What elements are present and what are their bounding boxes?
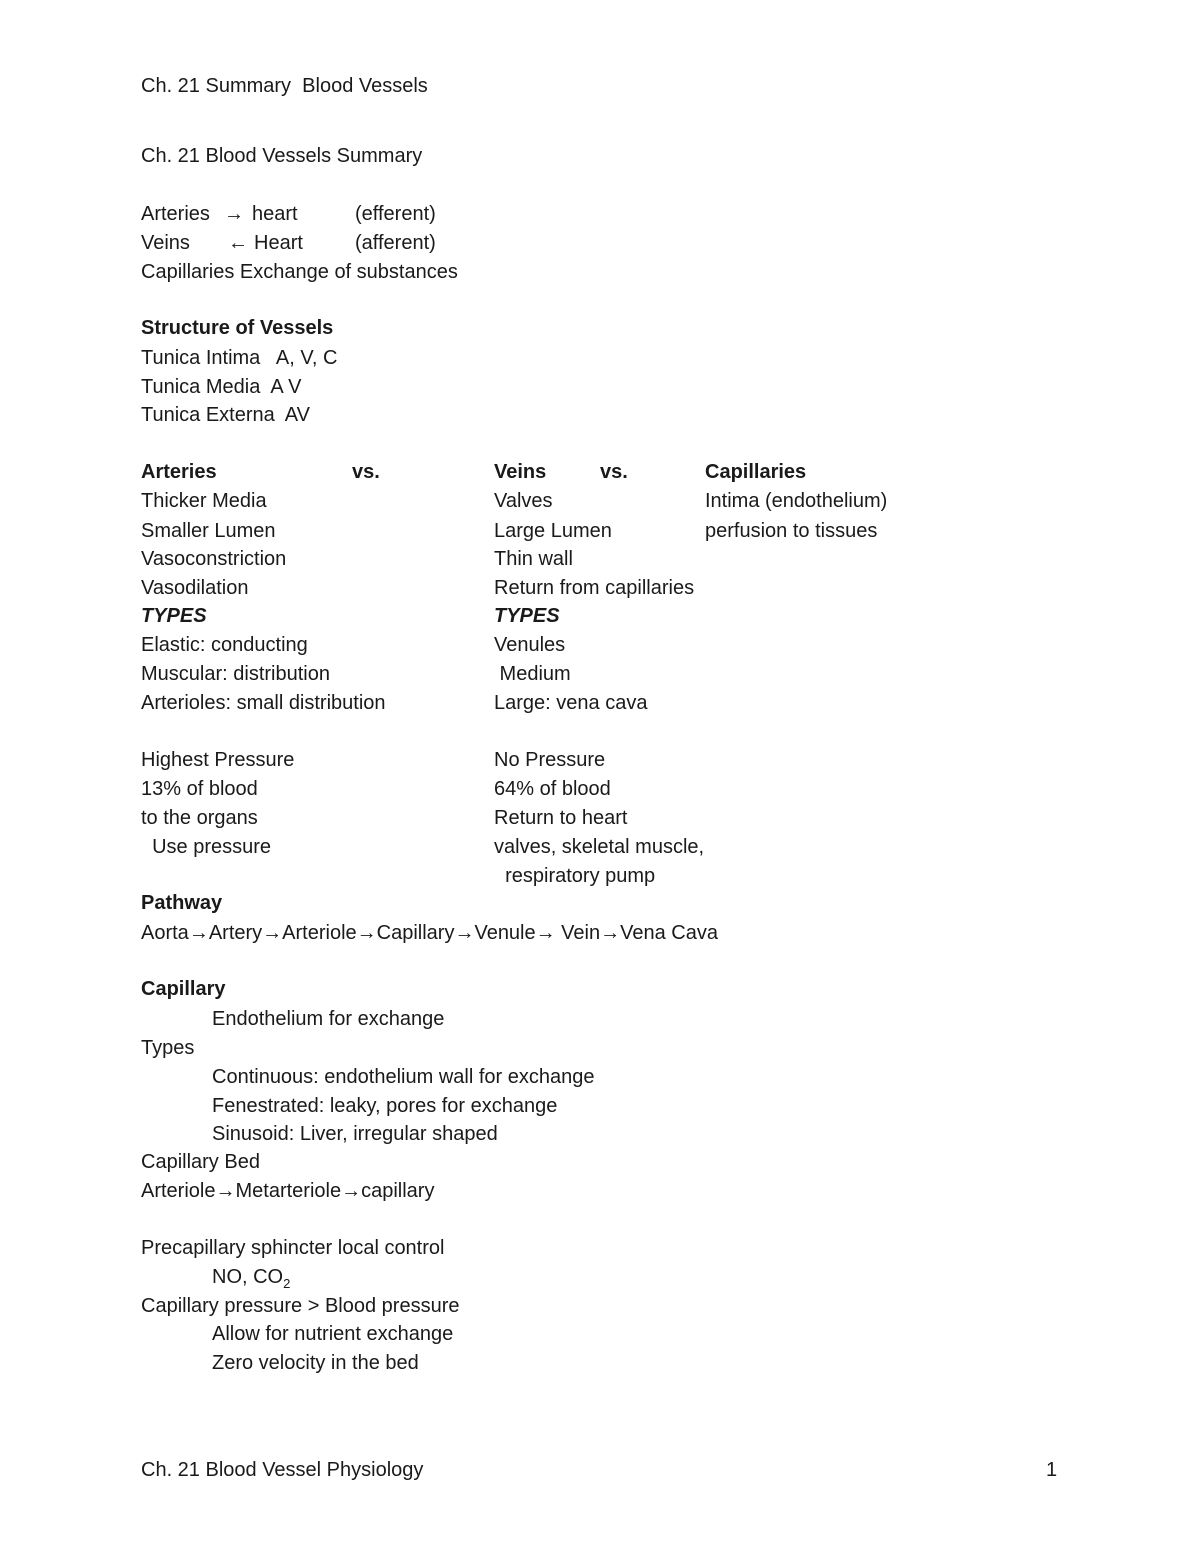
capillary-pressure-item: Zero velocity in the bed	[212, 1352, 419, 1374]
bed-step: Metarteriole	[235, 1180, 342, 1202]
arteries-item: Arterioles: small distribution	[141, 692, 386, 714]
capillaries-heading: Capillaries	[705, 461, 807, 483]
arteries-type: (efferent)	[355, 203, 436, 225]
pathway-step: Capillary	[376, 922, 455, 944]
capillaries-item: perfusion to tissues	[705, 520, 878, 542]
veins-heading: Veins	[494, 461, 547, 483]
veins-item: Return from capillaries	[494, 577, 695, 599]
capillary-endothelium: Endothelium for exchange	[212, 1008, 445, 1030]
left-arrow-icon: ←	[228, 232, 248, 254]
pathway-step: Arteriole	[282, 922, 357, 944]
veins-pressure-item: Return to heart	[494, 807, 628, 829]
capillary-pressure-line: Capillary pressure > Blood pressure	[141, 1295, 460, 1317]
arteries-item: Vasodilation	[141, 577, 249, 599]
veins-label: Veins	[141, 232, 190, 254]
right-arrow-icon: →	[356, 922, 377, 944]
arteries-pressure-item: Highest Pressure	[141, 749, 295, 771]
right-arrow-icon: →	[600, 922, 621, 944]
arteries-item: Elastic: conducting	[141, 634, 308, 656]
right-arrow-icon: →	[341, 1180, 362, 1202]
capillary-type-item: Sinusoid: Liver, irregular shaped	[212, 1123, 498, 1145]
pathway-sequence	[141, 923, 718, 943]
pathway-step: Vena Cava	[620, 922, 718, 944]
right-arrow-icon: →	[188, 922, 209, 944]
capillary-types-label: Types	[141, 1037, 195, 1059]
arteries-item: Smaller Lumen	[141, 520, 276, 542]
arteries-item: Vasoconstriction	[141, 548, 287, 570]
arteries-heading: Arteries	[141, 461, 217, 483]
structure-line: Tunica Intima A, V, C	[141, 347, 338, 369]
veins-item: Venules	[494, 634, 566, 656]
veins-item: Valves	[494, 490, 553, 512]
subscript-two: 2	[283, 1276, 291, 1291]
veins-pressure-item: No Pressure	[494, 749, 606, 771]
capillary-bed-label: Capillary Bed	[141, 1151, 260, 1173]
veins-item: Thin wall	[494, 548, 573, 570]
veins-type: (afferent)	[355, 232, 436, 254]
arteries-pressure-item: to the organs	[141, 807, 258, 829]
right-arrow-icon: →	[224, 203, 244, 225]
bed-step: capillary	[361, 1180, 435, 1202]
arteries-item: Muscular: distribution	[141, 663, 330, 685]
structure-line: Tunica Media A V	[141, 376, 302, 398]
arteries-types-heading: TYPES	[141, 605, 207, 627]
veins-pressure-item: respiratory pump	[494, 865, 656, 887]
pathway-step: Venule	[474, 922, 536, 944]
arteries-pressure-item: 13% of blood	[141, 778, 258, 800]
capillaries-line: Capillaries Exchange of substances	[141, 261, 458, 283]
veins-item: Large Lumen	[494, 520, 612, 542]
structure-line: Tunica Externa AV	[141, 404, 310, 426]
capillary-type-item: Continuous: endothelium wall for exchange	[212, 1066, 595, 1088]
page-header: Ch. 21 Summary Blood Vessels	[141, 75, 428, 97]
page-number: 1	[1046, 1459, 1058, 1481]
pathway-step: Vein	[555, 922, 601, 944]
right-arrow-icon: →	[454, 922, 475, 944]
capillaries-item: Intima (endothelium)	[705, 490, 888, 512]
capillary-bed-path	[141, 1181, 434, 1201]
structure-heading: Structure of Vessels	[141, 317, 334, 339]
capillary-pressure-item: Allow for nutrient exchange	[212, 1323, 454, 1345]
document-title: Ch. 21 Blood Vessels Summary	[141, 145, 423, 167]
veins-target: Heart	[254, 232, 303, 254]
arteries-target: heart	[252, 203, 298, 225]
bed-step: Arteriole	[141, 1180, 216, 1202]
vs-label: vs.	[600, 461, 628, 483]
veins-pressure-item: valves, skeletal muscle,	[494, 836, 705, 858]
veins-item: Large: vena cava	[494, 692, 648, 714]
right-arrow-icon: →	[215, 1180, 236, 1202]
pathway-step: Artery	[208, 922, 263, 944]
sphincter-items-text: NO, CO	[212, 1266, 284, 1288]
veins-types-heading: TYPES	[494, 605, 560, 627]
pathway-heading: Pathway	[141, 892, 223, 914]
pathway-step: Aorta	[141, 922, 189, 944]
sphincter-line: Precapillary sphincter local control	[141, 1237, 445, 1259]
sphincter-items	[212, 1267, 290, 1290]
vs-label: vs.	[352, 461, 380, 483]
arteries-pressure-item: Use pressure	[141, 836, 272, 858]
right-arrow-icon: →	[535, 922, 556, 944]
arteries-item: Thicker Media	[141, 490, 267, 512]
page-footer: Ch. 21 Blood Vessel Physiology	[141, 1459, 424, 1481]
veins-pressure-item: 64% of blood	[494, 778, 611, 800]
veins-item: Medium	[494, 663, 571, 685]
capillary-type-item: Fenestrated: leaky, pores for exchange	[212, 1095, 558, 1117]
capillary-heading: Capillary	[141, 978, 226, 1000]
arteries-label: Arteries	[141, 203, 210, 225]
right-arrow-icon: →	[262, 922, 283, 944]
